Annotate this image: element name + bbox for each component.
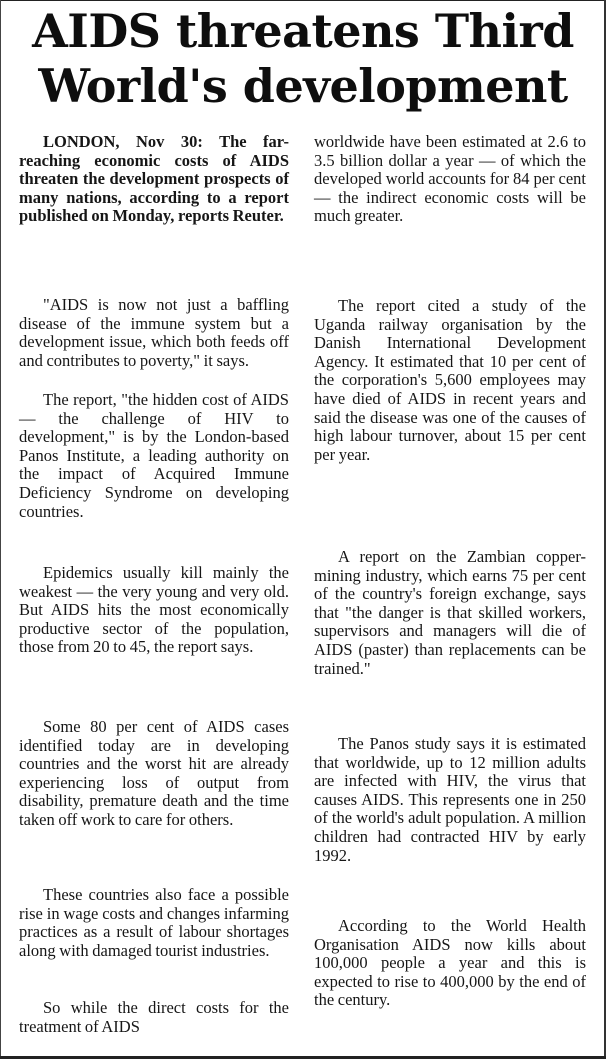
paragraph-quote: "AIDS is now not just a baffling disease of the immune system but a development issue, which both feeds off and contributes to poverty," it says. [19,295,289,370]
paragraph-developing-countries: Some 80 per cent of AIDS cases identified today are in developing countries and the worst hit are already experiencing loss of output from disability, premature death and the time taken off work to care for others. [19,717,289,829]
headline-line-1: AIDS threatens Third [32,4,574,58]
page-border-top [0,0,606,1]
paragraph-uganda-study: The report cited a study of the Uganda railway organisation by the Danish International Development Agency. It estimated that 10 per cent of the corporation's 5,600 employees may have died of AIDS in recent years and said the disease was one of the causes of high labour turnover, about 15 per cent per year. [314,296,586,464]
paragraph-panos-study: The Panos study says it is estimated that worldwide, up to 12 million adults are infected with HIV, the virus that causes AIDS. This represents one in 250 of the world's adult population. A million children had contracted HIV by early 1992. [314,734,586,865]
paragraph-wage-costs: These countries also face a possible rise in wage costs and changes infarming practices as a result of labour shortages along with damaged tourist industries. [19,885,289,960]
headline-line-2: World's development [38,59,568,113]
paragraph-epidemics: Epidemics usually kill mainly the weakest — the very young and very old. But AIDS hits the most economically productive sector of the population, those from 20 to 45, the report says. [19,563,289,657]
article-headline [0,4,606,114]
paragraph-report-title: The report, "the hidden cost of AIDS — the challenge of HIV to development," is by the London-based Panos Institute, a leading authority on the impact of Acquired Immune Deficiency Syndrome on developing countries. [19,390,289,521]
page-border-left [0,0,1,1059]
paragraph-direct-costs: So while the direct costs for the treatment of AIDS [19,998,289,1036]
paragraph-who-estimate: According to the World Health Organisation AIDS now kills about 100,000 people a year and this is expected to rise to 400,000 by the end of the century. [314,916,586,1010]
paragraph-zambia-report: A report on the Zambian copper-mining industry, which earns 75 per cent of the country's foreign exchange, says that "the danger is that skilled workers, supervisors and managers will die of AIDS (paster) than replacements can be trained." [314,547,586,678]
paragraph-worldwide-costs: worldwide have been estimated at 2.6 to 3.5 billion dollar a year — of which the developed world accounts for 84 per cent — the indirect economic costs will be much greater. [314,132,586,226]
paragraph-dateline: LONDON, Nov 30: The far-reaching economic costs of AIDS threaten the development prospects of many nations, according to a report published on Monday, reports Reuter. [19,132,289,226]
